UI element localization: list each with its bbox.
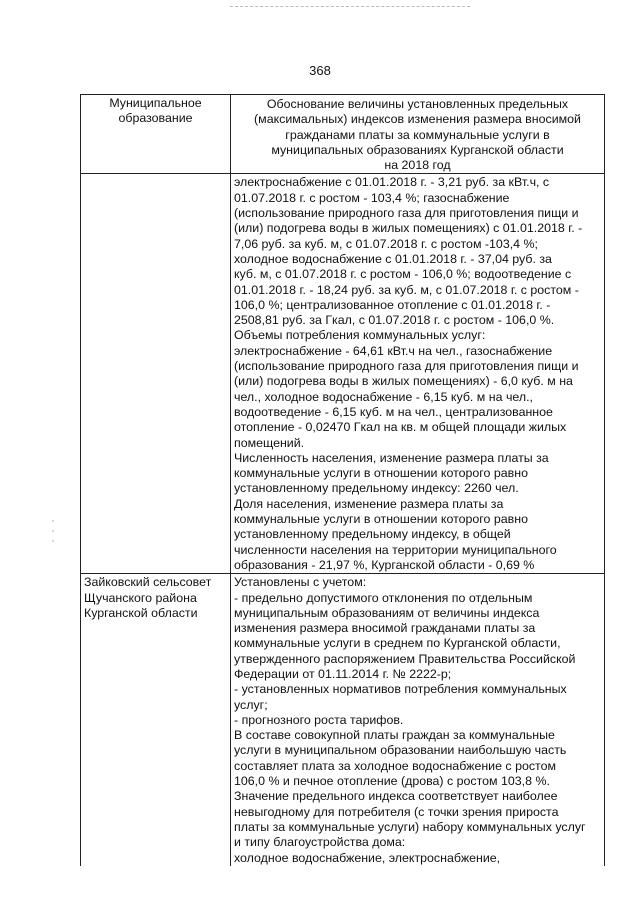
header-municipality bbox=[81, 95, 231, 174]
justification-cell bbox=[231, 574, 605, 866]
text-line: Объемы потребления коммунальных услуг: bbox=[234, 328, 486, 343]
text-line: холодное водоснабжение, электроснабжение, bbox=[234, 850, 501, 865]
text-line: муниципальных образованиях Курганской области bbox=[271, 142, 564, 157]
text-line: образования - 21,97 %, Курганской области - 0,69 % bbox=[234, 557, 535, 572]
text-line: изменения размера вносимой гражданами платы за bbox=[234, 621, 536, 636]
text-line: коммунальные услуги в отношении которого равно bbox=[234, 466, 528, 481]
text-line: коммунальные услуги в отношении которого равно bbox=[234, 512, 528, 527]
text-line: составляет плата за холодное водоснабжение с ростом bbox=[234, 758, 556, 773]
text-line: 106,0 % и печное отопление (дрова) с ростом 103,8 %. bbox=[234, 774, 550, 789]
text-line: установленному предельному индексу: 2260 чел. bbox=[234, 481, 519, 496]
text-line: (или) подогрева воды в жилых помещениях) с 01.01.2018 г. - bbox=[234, 221, 583, 236]
text-line: 106,0 %; централизованное отопление с 01.01.2018 г. - bbox=[234, 297, 551, 312]
text-line: (или) подогрева воды в жилых помещениях) - 6,0 куб. м на bbox=[234, 374, 573, 389]
text-line: электроснабжение с 01.01.2018 г. - 3,21 руб. за кВт.ч, с bbox=[234, 175, 550, 190]
text-line: Численность населения, изменение размера платы за bbox=[234, 450, 549, 465]
text-line: холодное водоснабжение с 01.01.2018 г. - 37,04 руб. за bbox=[234, 251, 552, 266]
text-line: отопление - 0,02470 Гкал на кв. м общей площади жилых bbox=[234, 420, 567, 435]
text-line: установленному предельному индексу, в общей bbox=[234, 527, 511, 542]
text-line: утвержденного распоряжением Правительства Российской bbox=[234, 651, 576, 666]
text-line: помещений. bbox=[234, 435, 305, 450]
text-line: электроснабжение - 64,61 кВт.ч на чел., газоснабжение bbox=[234, 343, 553, 358]
page-number: 368 bbox=[309, 63, 331, 78]
text-line: Курганской области bbox=[84, 605, 198, 620]
text-line: (использование природного газа для приготовления пищи и bbox=[234, 359, 579, 374]
text-line: Щучанского района bbox=[84, 590, 197, 605]
text-line: услуги в муниципальном образовании наибольшую часть bbox=[234, 743, 567, 758]
text-line: гражданами платы за коммунальные услуги в bbox=[285, 127, 550, 142]
text-line: - предельно допустимого отклонения по отдельным bbox=[234, 590, 533, 605]
text-line: - установленных нормативов потребления коммунальных bbox=[234, 682, 567, 697]
text-line: платы за коммунальные услуги) набору коммунальных услуг bbox=[234, 819, 586, 834]
text-line: Значение предельного индекса соответствует наиболее bbox=[234, 789, 558, 804]
text-line: Федерации от 01.11.2014 г. № 2222-р; bbox=[234, 666, 452, 681]
text-line: (максимальных) индексов изменения размера вносимой bbox=[254, 112, 581, 127]
text-line: Муниципальное bbox=[109, 96, 202, 110]
justification-cell bbox=[231, 174, 605, 574]
municipality-cell bbox=[81, 174, 231, 574]
scan-speck bbox=[52, 520, 54, 522]
text-line: Доля населения, изменение размера платы за bbox=[234, 496, 504, 511]
text-line: - прогнозного роста тарифов. bbox=[234, 712, 404, 727]
text-line: на 2018 год bbox=[384, 158, 451, 173]
table-row bbox=[81, 174, 605, 574]
text-line: и типу благоустройства дома: bbox=[234, 835, 406, 850]
text-line: Установлены с учетом: bbox=[234, 575, 367, 590]
text-line: Зайковский сельсовет bbox=[84, 575, 212, 590]
text-line: (использование природного газа для приготовления пищи и bbox=[234, 206, 579, 221]
text-line: чел., холодное водоснабжение - 6,15 куб. м на чел., bbox=[234, 389, 533, 404]
tariff-justification-table bbox=[80, 94, 605, 866]
text-line: 7,06 руб. за куб. м, с 01.07.2018 г. с ростом -103,4 %; bbox=[234, 236, 538, 251]
text-line: 01.01.2018 г. - 18,24 руб. за куб. м, с 01.07.2018 г. с ростом - bbox=[234, 282, 579, 297]
text-line: Обоснование величины установленных предельных bbox=[266, 97, 569, 111]
scan-speck bbox=[52, 540, 54, 542]
text-line: муниципальным образованиям от величины индекса bbox=[234, 605, 540, 620]
scan-artifact-line bbox=[230, 6, 470, 7]
text-line: численности населения на территории муниципального bbox=[234, 542, 557, 557]
text-line: В составе совокупной платы граждан за коммунальные bbox=[234, 728, 555, 743]
municipality-cell bbox=[81, 574, 231, 866]
table-header-row bbox=[81, 95, 605, 174]
text-line: коммунальные услуги в среднем по Курганской области, bbox=[234, 636, 561, 651]
text-line: невыгодному для потребителя (с точки зрения прироста bbox=[234, 804, 559, 819]
text-line: образование bbox=[118, 111, 193, 126]
text-line: 01.07.2018 г. с ростом - 103,4 %; газоснабжение bbox=[234, 190, 510, 205]
text-line: куб. м, с 01.07.2018 г. с ростом - 106,0 %; водоотведение с bbox=[234, 267, 572, 282]
text-line: 2508,81 руб. за Гкал, с 01.07.2018 г. с ростом - 106,0 %. bbox=[234, 313, 555, 328]
text-line: водоотведение - 6,15 куб. м на чел., централизованное bbox=[234, 404, 553, 419]
table-row bbox=[81, 574, 605, 866]
header-justification bbox=[231, 95, 605, 174]
text-line: услуг; bbox=[234, 697, 268, 712]
scan-speck bbox=[52, 530, 54, 532]
